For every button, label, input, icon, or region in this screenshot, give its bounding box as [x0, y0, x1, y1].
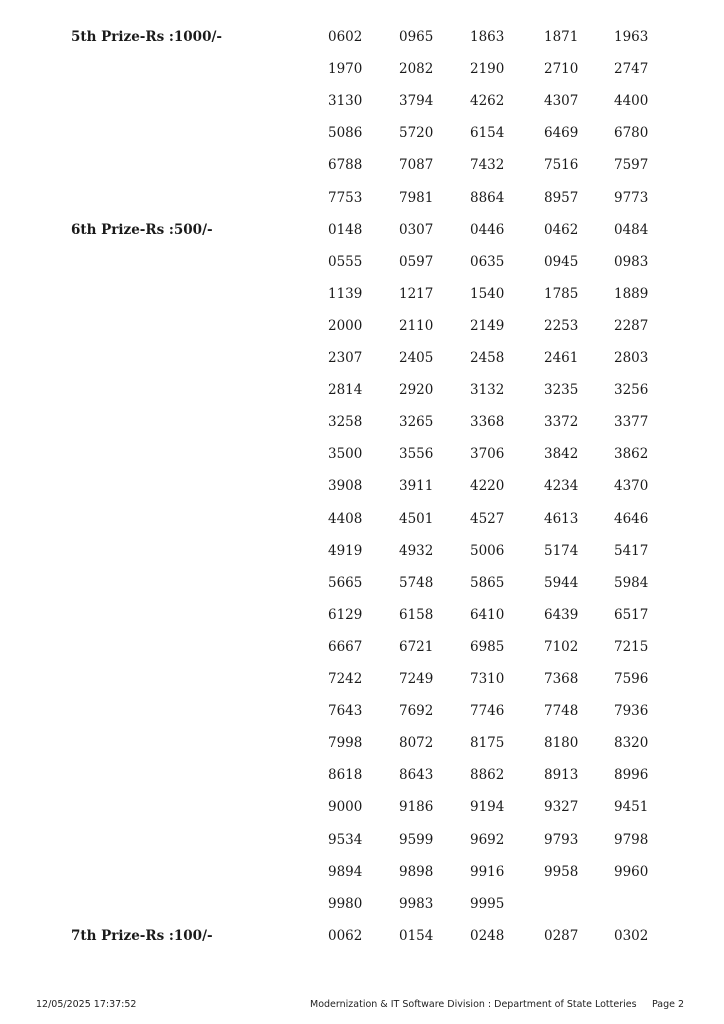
winning-number: 3377: [614, 414, 649, 431]
prize-number-row: [0, 414, 724, 446]
winning-number: 9534: [328, 831, 363, 848]
winning-number: 9793: [544, 831, 579, 848]
prize-number-row: [0, 864, 724, 896]
winning-number: 8913: [544, 767, 579, 784]
winning-number: 4919: [328, 542, 363, 559]
winning-number: 8180: [544, 735, 579, 752]
winning-number: 2747: [614, 61, 649, 78]
footer-page-number: Page 2: [652, 999, 685, 1010]
prize-number-row: [0, 286, 724, 318]
winning-number: 9194: [470, 799, 505, 816]
winning-number: 6985: [470, 638, 505, 655]
winning-number: 7753: [328, 189, 363, 206]
winning-number: 3500: [328, 446, 363, 463]
winning-number: 6517: [614, 606, 649, 623]
winning-number: 7936: [614, 703, 649, 720]
winning-number: 6158: [399, 606, 434, 623]
winning-number: 7102: [544, 638, 579, 655]
winning-number: 3908: [328, 478, 363, 495]
winning-number: 9983: [399, 895, 434, 912]
winning-number: 9980: [328, 895, 363, 912]
prize-label: 6th Prize-Rs :500/-: [71, 221, 213, 238]
winning-number: 2000: [328, 317, 363, 334]
winning-number: 0983: [614, 253, 649, 270]
winning-number: 2710: [544, 61, 579, 78]
winning-number: 0555: [328, 253, 363, 270]
winning-number: 4370: [614, 478, 649, 495]
winning-number: 9960: [614, 863, 649, 880]
winning-number: 8320: [614, 735, 649, 752]
winning-number: 9798: [614, 831, 649, 848]
winning-number: 0965: [399, 29, 434, 45]
winning-number: 7432: [470, 157, 505, 174]
winning-number: 0307: [399, 221, 434, 238]
winning-number: 7516: [544, 157, 579, 174]
winning-number: 7597: [614, 157, 649, 174]
winning-number: 2458: [470, 350, 505, 366]
winning-number: 7596: [614, 671, 649, 687]
winning-number: 6154: [470, 125, 505, 142]
footer-division: Modernization & IT Software Division : Department of State Lotteries: [310, 999, 637, 1010]
winning-number: 4527: [470, 510, 505, 527]
winning-number: 5748: [399, 574, 434, 591]
prize-number-row: [0, 350, 724, 382]
winning-number: 5006: [470, 542, 505, 559]
winning-number: 3911: [399, 478, 434, 495]
winning-number: 9916: [470, 863, 505, 880]
winning-number: 4646: [614, 510, 649, 527]
winning-number: 9995: [470, 895, 505, 912]
prize-number-row: [0, 190, 724, 222]
winning-number: 3265: [399, 414, 434, 431]
winning-number: 7981: [399, 189, 434, 206]
winning-number: 0597: [399, 253, 434, 270]
winning-number: 7249: [399, 671, 434, 687]
winning-number: 1863: [470, 29, 505, 45]
winning-number: 6129: [328, 606, 363, 623]
winning-number: 7998: [328, 735, 363, 752]
winning-number: 0248: [470, 927, 505, 944]
prize-number-row: [0, 896, 724, 928]
winning-number: 5665: [328, 574, 363, 591]
winning-number: 2287: [614, 317, 649, 334]
winning-number: 7746: [470, 703, 505, 720]
winning-number: 4307: [544, 93, 579, 110]
prize-number-row: [0, 607, 724, 639]
prize-number-row: [0, 575, 724, 607]
prize-number-row: [0, 478, 724, 510]
prize-label: 7th Prize-Rs :100/-: [71, 927, 213, 944]
prize-number-row: [0, 382, 724, 414]
winning-number: 9898: [399, 863, 434, 880]
winning-number: 8175: [470, 735, 505, 752]
winning-number: 4262: [470, 93, 505, 110]
winning-number: 0484: [614, 221, 649, 238]
winning-number: 4932: [399, 542, 434, 559]
winning-number: 9692: [470, 831, 505, 848]
winning-number: 7692: [399, 703, 434, 720]
winning-number: 0148: [328, 221, 363, 238]
winning-number: 1785: [544, 285, 579, 302]
winning-number: 3372: [544, 414, 579, 431]
winning-number: 8996: [614, 767, 649, 784]
winning-number: 0635: [470, 253, 505, 270]
winning-number: 5944: [544, 574, 579, 591]
prize-number-row: [0, 254, 724, 286]
winning-number: 5417: [614, 542, 649, 559]
winning-number: 6667: [328, 638, 363, 655]
winning-number: 3235: [544, 382, 579, 399]
winning-number: 1889: [614, 285, 649, 302]
winning-number: 7310: [470, 671, 505, 687]
winning-number: 9327: [544, 799, 579, 816]
prize-number-row: [0, 671, 724, 703]
winning-number: 3794: [399, 93, 434, 110]
winning-number: 4234: [544, 478, 579, 495]
prize-number-row: [0, 157, 724, 189]
prize-number-row: [0, 93, 724, 125]
prize-label: 5th Prize-Rs :1000/-: [71, 29, 223, 45]
winning-number: 4408: [328, 510, 363, 527]
winning-number: 0287: [544, 927, 579, 944]
winning-number: 5174: [544, 542, 579, 559]
winning-number: 0302: [614, 927, 649, 944]
page-footer: [0, 999, 724, 1015]
winning-number: 1139: [328, 285, 363, 302]
winning-number: 8072: [399, 735, 434, 752]
winning-number: 7748: [544, 703, 579, 720]
winning-number: 8864: [470, 189, 505, 206]
winning-number: 2082: [399, 61, 434, 78]
winning-number: 9958: [544, 863, 579, 880]
prize-number-row: [0, 703, 724, 735]
winning-number: 7368: [544, 671, 579, 687]
prize-number-row: [0, 928, 724, 960]
winning-number: 2814: [328, 382, 363, 399]
prize-number-row: [0, 639, 724, 671]
prize-number-row: [0, 61, 724, 93]
winning-number: 4220: [470, 478, 505, 495]
winning-number: 2149: [470, 317, 505, 334]
winning-number: 5984: [614, 574, 649, 591]
winning-number: 1217: [399, 285, 434, 302]
winning-number: 7242: [328, 671, 363, 687]
winning-number: 5865: [470, 574, 505, 591]
winning-number: 4400: [614, 93, 649, 110]
winning-number: 5720: [399, 125, 434, 142]
winning-number: 3368: [470, 414, 505, 431]
winning-number: 2307: [328, 350, 363, 366]
winning-number: 6439: [544, 606, 579, 623]
winning-number: 0154: [399, 927, 434, 944]
winning-number: 1970: [328, 61, 363, 78]
footer-timestamp: 12/05/2025 17:37:52: [36, 999, 137, 1010]
prize-number-row: [0, 543, 724, 575]
winning-number: 3842: [544, 446, 579, 463]
winning-number: 3706: [470, 446, 505, 463]
prize-number-row: [0, 799, 724, 831]
winning-number: 9773: [614, 189, 649, 206]
winning-number: 8643: [399, 767, 434, 784]
winning-number: 6721: [399, 638, 434, 655]
winning-number: 0945: [544, 253, 579, 270]
winning-number: 3556: [399, 446, 434, 463]
winning-number: 7643: [328, 703, 363, 720]
winning-number: 3256: [614, 382, 649, 399]
winning-number: 8862: [470, 767, 505, 784]
winning-number: 6788: [328, 157, 363, 174]
winning-number: 2461: [544, 350, 579, 366]
winning-number: 6469: [544, 125, 579, 142]
prize-number-row: [0, 222, 724, 254]
winning-number: 0062: [328, 927, 363, 944]
winning-number: 0602: [328, 29, 363, 45]
winning-number: 4501: [399, 510, 434, 527]
winning-number: 9000: [328, 799, 363, 816]
winning-number: 1871: [544, 29, 579, 45]
winning-number: 3132: [470, 382, 505, 399]
prize-number-row: [0, 125, 724, 157]
winning-number: 2110: [399, 317, 434, 334]
prize-number-row: [0, 767, 724, 799]
winning-number: 4613: [544, 510, 579, 527]
winning-number: 7087: [399, 157, 434, 174]
winning-number: 8618: [328, 767, 363, 784]
winning-number: 5086: [328, 125, 363, 142]
winning-number: 2405: [399, 350, 434, 366]
winning-number: 7215: [614, 638, 649, 655]
prize-number-row: [0, 832, 724, 864]
winning-number: 3862: [614, 446, 649, 463]
prize-number-row: [0, 29, 724, 61]
winning-number: 8957: [544, 189, 579, 206]
winning-number: 3130: [328, 93, 363, 110]
winning-number: 2190: [470, 61, 505, 78]
prize-number-row: [0, 511, 724, 543]
winning-number: 1963: [614, 29, 649, 45]
prize-number-row: [0, 446, 724, 478]
winning-number: 0462: [544, 221, 579, 238]
winning-number: 0446: [470, 221, 505, 238]
winning-number: 1540: [470, 285, 505, 302]
winning-number: 9186: [399, 799, 434, 816]
prize-number-row: [0, 735, 724, 767]
winning-number: 3258: [328, 414, 363, 431]
winning-number: 2803: [614, 350, 649, 366]
winning-number: 9894: [328, 863, 363, 880]
winning-number: 9451: [614, 799, 649, 816]
winning-number: 6410: [470, 606, 505, 623]
winning-number: 2920: [399, 382, 434, 399]
winning-number: 9599: [399, 831, 434, 848]
prize-number-row: [0, 318, 724, 350]
winning-number: 6780: [614, 125, 649, 142]
winning-number: 2253: [544, 317, 579, 334]
